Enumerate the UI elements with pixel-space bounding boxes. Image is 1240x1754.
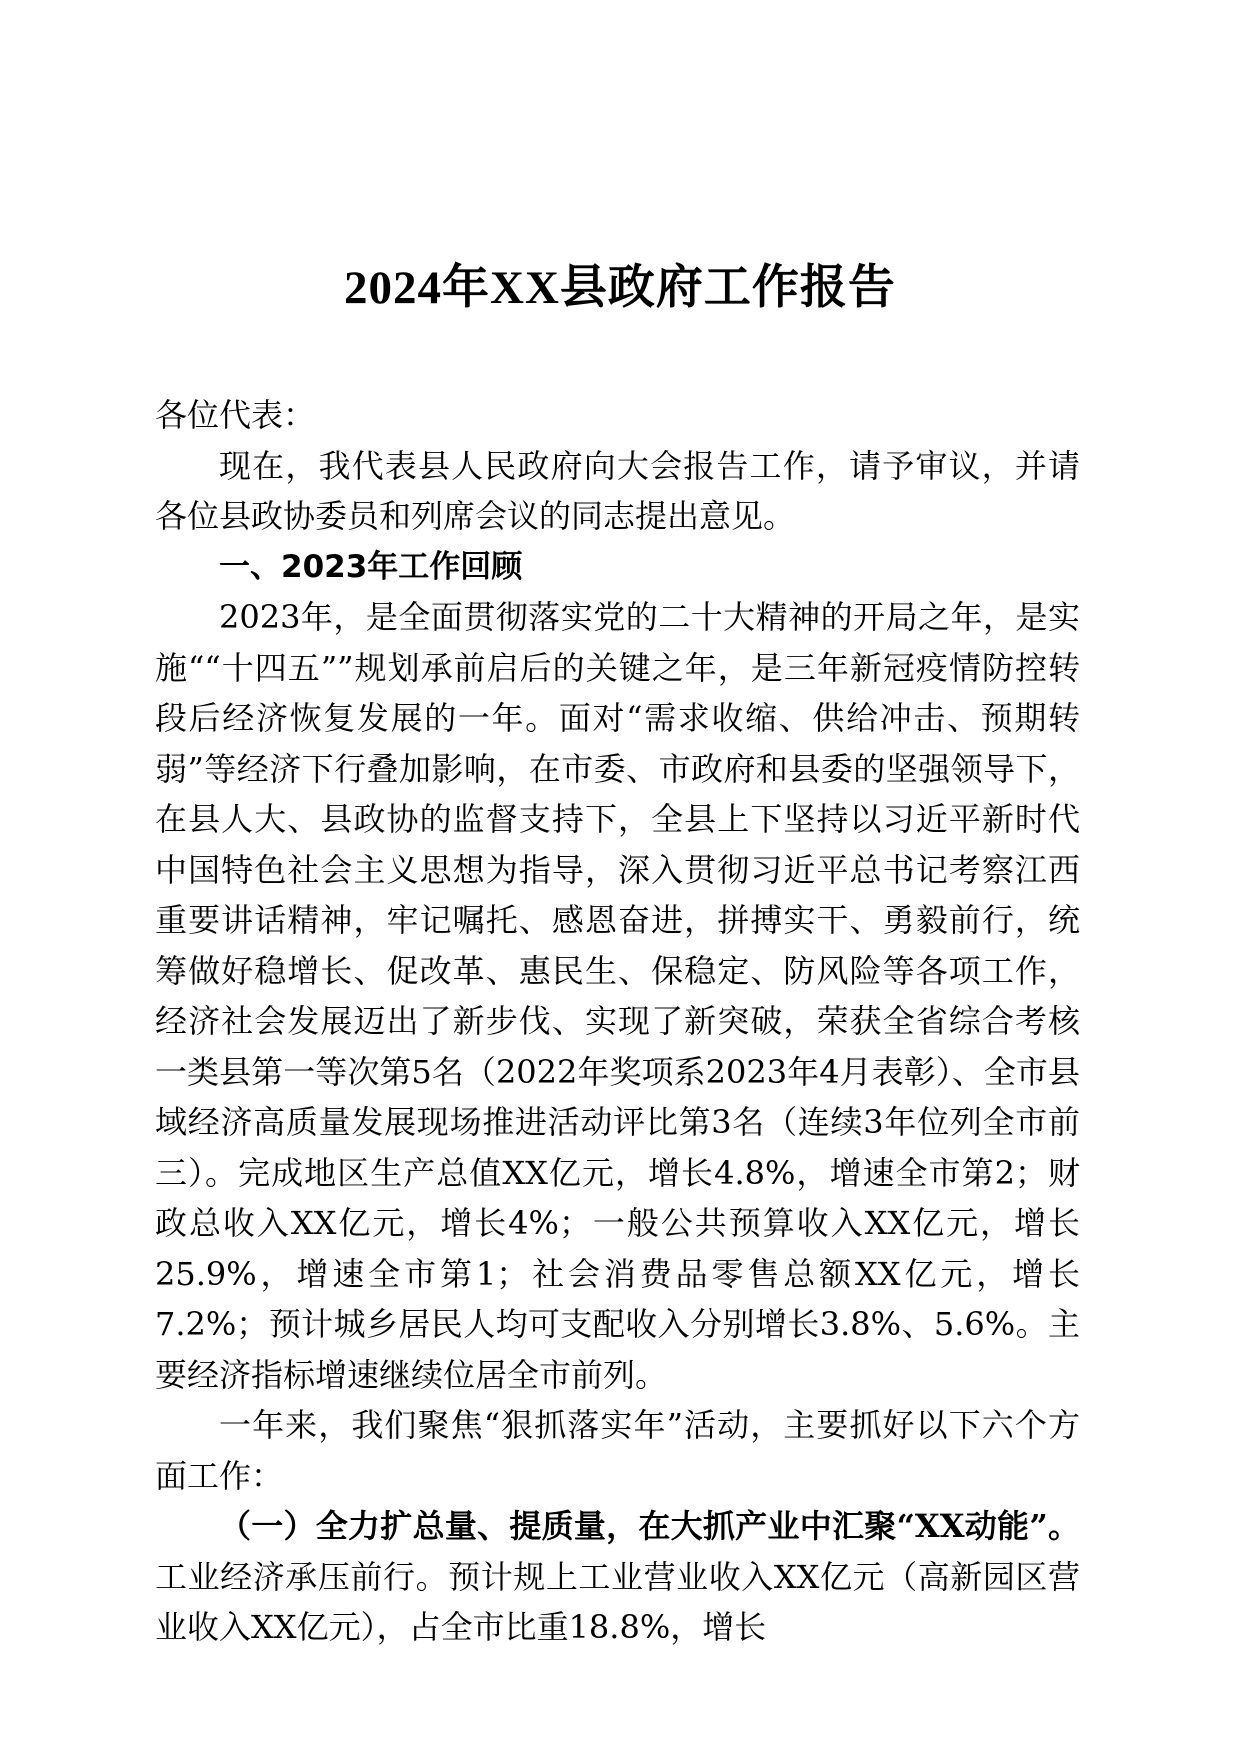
summary-paragraph: 一年来，我们聚焦“狠抓落实年”活动，主要抓好以下六个方面工作：	[155, 1406, 1080, 1495]
section-heading: 一、2023年工作回顾	[219, 548, 523, 585]
subsection-paragraph	[155, 1501, 1080, 1653]
subsection-text: 工业经济承压前行。预计规上工业营业收入XX亿元（高新园区营业收入XX亿元），占全市比重18.8%，增长	[155, 1557, 1080, 1646]
review-paragraph: 2023年，是全面贯彻落实党的二十大精神的开局之年，是实施““十四五””规划承前启后的关键之年，是三年新冠疫情防控转段后经济恢复发展的一年。面对“需求收缩、供给冲击、预期转弱”等经济下行叠加影响，在市委、市政府和县委的坚强领导下，在县人大、县政协的监督支持下，全县上下坚持以习近平新时代中国特色社会主义思想为指导，深入贯彻习近平总书记考察江西重要讲话精神，牢记嘱托、感恩奋进，拼搏实干、勇毅前行，统筹做好稳增长、促改革、惠民生、保稳定、防风险等各项工作，经济社会发展迈出了新步伐、实现了新突破，荣获全省综合考核一类县第一等次第5名（2022年奖项系2023年4月表彰）、全市县域经济高质量发展现场推进活动评比第3名（连续3年位列全市前三）。完成地区生产总值XX亿元，增长4.8%，增速全市第2；财政总收入XX亿元，增长4%；一般公共预算收入XX亿元，增长25.9%，增速全市第1；社会消费品零售总额XX亿元，增长7.2%；预计城乡居民人均可支配收入分别增长3.8%、5.6%。主要经济指标增速继续位居全市前列。	[155, 598, 1080, 1394]
page-title: 2024年XX县政府工作报告	[344, 262, 896, 314]
intro-paragraph: 现在，我代表县人民政府向大会报告工作，请予审议，并请各位县政协委员和列席会议的同志提出意见。	[155, 446, 1080, 535]
salutation: 各位代表：	[155, 396, 316, 434]
subsection-heading: （一）全力扩总量、提质量，在大抓产业中汇聚“XX动能”。	[219, 1507, 1080, 1545]
document-body	[155, 390, 1080, 1653]
